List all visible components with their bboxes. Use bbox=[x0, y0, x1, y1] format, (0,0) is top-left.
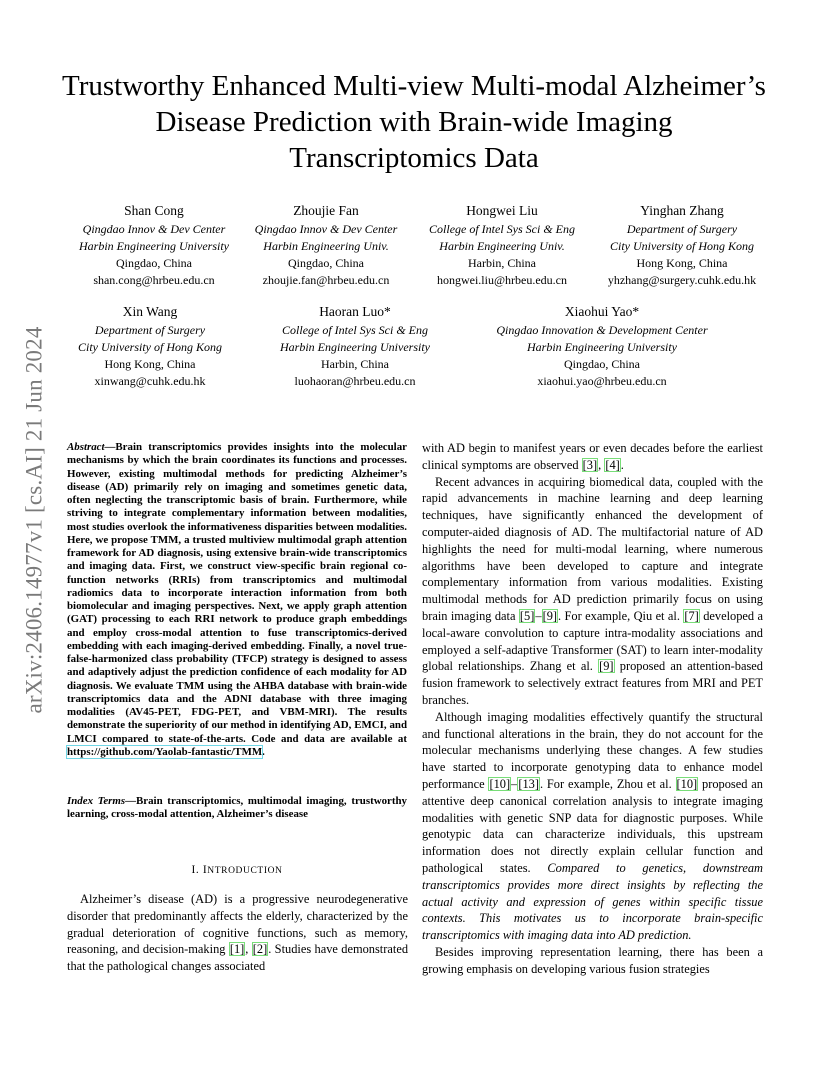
citation-link[interactable]: [2] bbox=[252, 942, 268, 957]
author-name: Hongwei Liu bbox=[466, 203, 538, 218]
abstract-body: —Brain transcriptomics provides insights into the molecular mechanisms by which the brain coordinates its functions and processes. However, existing multimodal methods for predicting Alzheimer’s disease (AD) primarily rely on imaging and sometimes genetic data, often neglecting the transcriptomic basis of brain. Furthermore, while striving to integrate complementary information between modalities, most studies overlook the informativeness disparities between modalities. Here, we propose TMM, a trusted multiview multimodal graph attention framework for AD diagnosis, using extensive brain-wide transcriptomics and imaging data. First, we construct view-specific brain regional co-function networks (RRIs) from transcriptomics and multimodal radiomics data to incorporate interaction information from both biomolecular and imaging perspectives. Next, we apply graph attention (GAT) processing to each RRI network to produce graph embeddings and employ cross-modal attention to fuse transcriptomics-derived embedding with each imaging-derived embedding. Finally, a novel true-false-harmonized class probability (TFCP) strategy is designed to assess and adaptively adjust the prediction confidence of each modality for AD diagnosis. We evaluate TMM using the AHBA database with brain-wide transcriptomics data and the ADNI database with three imaging modalities (AV45-PET, FDG-PET, and VBM-MRI). The results demonstrate the superiority of our method in identifying AD, EMCI, and LMCI compared to state-of-the-arts. Code and data are available at bbox=[67, 441, 407, 745]
author-email: shan.cong@hrbeu.edu.cn bbox=[93, 273, 215, 287]
author-location: Harbin, China bbox=[468, 256, 536, 270]
author-name: Zhoujie Fan bbox=[293, 203, 359, 218]
author-affiliation: Department of Surgery bbox=[94, 323, 206, 337]
author-block bbox=[60, 201, 248, 289]
author-email: hongwei.liu@hrbeu.edu.cn bbox=[436, 273, 568, 287]
index-terms-body: —Brain transcriptomics, multimodal imaging, trustworthy learning, cross-modal attention, Alzheimer’s disease bbox=[67, 795, 407, 821]
paper-title: Trustworthy Enhanced Multi-view Multi-modal Alzheimer’s Disease Prediction with Brain-wide Imaging Transcriptomics Data bbox=[62, 70, 766, 174]
author-block bbox=[412, 201, 592, 289]
author-affiliation: Qingdao Innovation & Development Center bbox=[496, 323, 708, 337]
intro-left-column bbox=[67, 891, 408, 975]
author-affiliation: Department of Surgery bbox=[626, 222, 738, 236]
author-name: Yinghan Zhang bbox=[640, 203, 724, 218]
section-initial: I bbox=[202, 864, 208, 876]
author-affiliation: City University of Hong Kong bbox=[610, 239, 754, 253]
author-name: Haoran Luo* bbox=[319, 304, 391, 319]
author-email: zhoujie.fan@hrbeu.edu.cn bbox=[262, 273, 390, 287]
author-location: Hong Kong, China bbox=[636, 256, 728, 270]
paragraph: Alzheimer’s disease (AD) is a progressive neurodegenerative disorder that predominantly affects the elderly, characterized by the gradual deterioration of cognitive functions, such as memory, reasoning, and decision-making [1], [2]. Studies have demonstrated that the pathological changes associated bbox=[67, 892, 409, 974]
citation-link[interactable]: [13] bbox=[518, 776, 539, 791]
author-affiliation: College of Intel Sys Sci & Eng bbox=[282, 323, 428, 337]
arxiv-identifier: arXiv:2406.14977v1 [cs.AI] 21 Jun 2024 bbox=[22, 326, 47, 714]
author-location: Harbin, China bbox=[321, 357, 389, 371]
citation-link[interactable]: [9] bbox=[542, 608, 558, 623]
paragraph: Recent advances in acquiring biomedical data, coupled with the rapid advancements in machine learning and deep learning techniques, have significantly enhanced the development of computer-aided diagnosis of AD. The multifactorial nature of AD highlights the need for multi-modal learning, where numerous algorithms have been developed to capture and integrate complementary information from various modalities. Existing multimodal methods for AD prediction primarily focus on using brain imaging data [5]–[9]. For example, Qiu et al. [7] developed a local-aware convolution to capture intra-modality associations and employed a self-adaptive Transformer (SAT) to learn inter-modality global relationships. Zhang et al. [9] proposed an attention-based fusion framework to selectively extract features from MRI and PET branches. bbox=[422, 474, 764, 707]
author-affiliation: College of Intel Sys Sci & Eng bbox=[429, 222, 575, 236]
paragraph: Although imaging modalities effectively quantify the structural and functional alterations in the brain, they do not account for the molecular mechanisms underlying these changes. A few studies have started to incorporate genotyping data to enhance model performance [10]–[13]. For example, Zhou et al. [10] proposed an attentive deep canonical correlation analysis to integrate imaging modalities with genetic SNP data for diagnostic purposes. While genotypic data can characterize individuals, this upstream information does not directly explain cellular function and pathological states. Compared to genetics, downstream transcriptomics provides more direct insights by reflecting the actual activity and expression of genes within specific tissue contexts. This motivates us to incorporate brain-specific transcriptomics with imaging data into AD prediction. bbox=[422, 709, 763, 943]
emphasis-text: Compared to genetics, downstream transcriptomics provides more direct insights by reflecting the actual activity and expression of genes within specific tissue contexts. This motivates us to incorporate brain-specific transcriptomics with imaging data into AD prediction. bbox=[422, 860, 763, 943]
section-heading bbox=[67, 864, 407, 876]
author-block bbox=[238, 201, 414, 289]
author-location: Qingdao, China bbox=[116, 256, 192, 270]
author-affiliation: Harbin Engineering University bbox=[79, 239, 229, 253]
section-number: I. bbox=[191, 864, 203, 876]
right-column bbox=[422, 440, 763, 978]
code-link[interactable]: https://github.com/Yaolab-fantastic/TMM bbox=[67, 745, 263, 758]
abstract bbox=[67, 441, 407, 759]
section-title: NTRODUCTION bbox=[207, 866, 283, 876]
author-affiliation: Harbin Engineering Univ. bbox=[439, 239, 565, 253]
index-terms bbox=[67, 795, 407, 822]
author-block bbox=[260, 302, 450, 390]
author-email: xiaohui.yao@hrbeu.edu.cn bbox=[537, 374, 667, 388]
author-name: Xiaohui Yao* bbox=[564, 304, 640, 319]
index-terms-label: Index Terms bbox=[67, 795, 126, 807]
author-name: Xin Wang bbox=[122, 304, 178, 319]
citation-link[interactable]: [10] bbox=[676, 776, 698, 791]
paragraph: Besides improving representation learning, there has been a growing emphasis on developing various fusion strategies bbox=[422, 944, 763, 976]
author-name: Shan Cong bbox=[124, 203, 184, 218]
author-block bbox=[60, 302, 240, 390]
author-email: luohaoran@hrbeu.edu.cn bbox=[294, 374, 416, 388]
author-location: Qingdao, China bbox=[288, 256, 364, 270]
author-block bbox=[589, 201, 775, 289]
citation-link[interactable]: [7] bbox=[684, 608, 699, 623]
author-affiliation: Qingdao Innov & Dev Center bbox=[254, 222, 398, 236]
paragraph: with AD begin to manifest years or even decades before the earliest clinical symptoms are observed [3], [4]. bbox=[422, 441, 763, 472]
citation-link[interactable]: [5] bbox=[519, 608, 535, 623]
citation-link[interactable]: [4] bbox=[605, 457, 620, 472]
author-affiliation: City University of Hong Kong bbox=[78, 340, 222, 354]
author-affiliation: Harbin Engineering University bbox=[527, 340, 677, 354]
author-location: Qingdao, China bbox=[564, 357, 640, 371]
author-location: Hong Kong, China bbox=[104, 357, 196, 371]
author-email: yhzhang@surgery.cuhk.edu.hk bbox=[607, 273, 757, 287]
author-email: xinwang@cuhk.edu.hk bbox=[94, 374, 206, 388]
citation-link[interactable]: [9] bbox=[599, 659, 614, 674]
author-affiliation: Qingdao Innov & Dev Center bbox=[82, 222, 226, 236]
author-affiliation: Harbin Engineering Univ. bbox=[263, 239, 389, 253]
abstract-label: Abstract bbox=[67, 441, 105, 453]
arxiv-sidebar bbox=[21, 240, 49, 800]
author-affiliation: Harbin Engineering University bbox=[280, 340, 430, 354]
author-block bbox=[470, 302, 734, 390]
citation-link[interactable]: [1] bbox=[229, 942, 245, 957]
citation-link[interactable]: [10] bbox=[489, 776, 511, 791]
citation-link[interactable]: [3] bbox=[582, 457, 598, 472]
abstract-end: . bbox=[262, 745, 265, 758]
